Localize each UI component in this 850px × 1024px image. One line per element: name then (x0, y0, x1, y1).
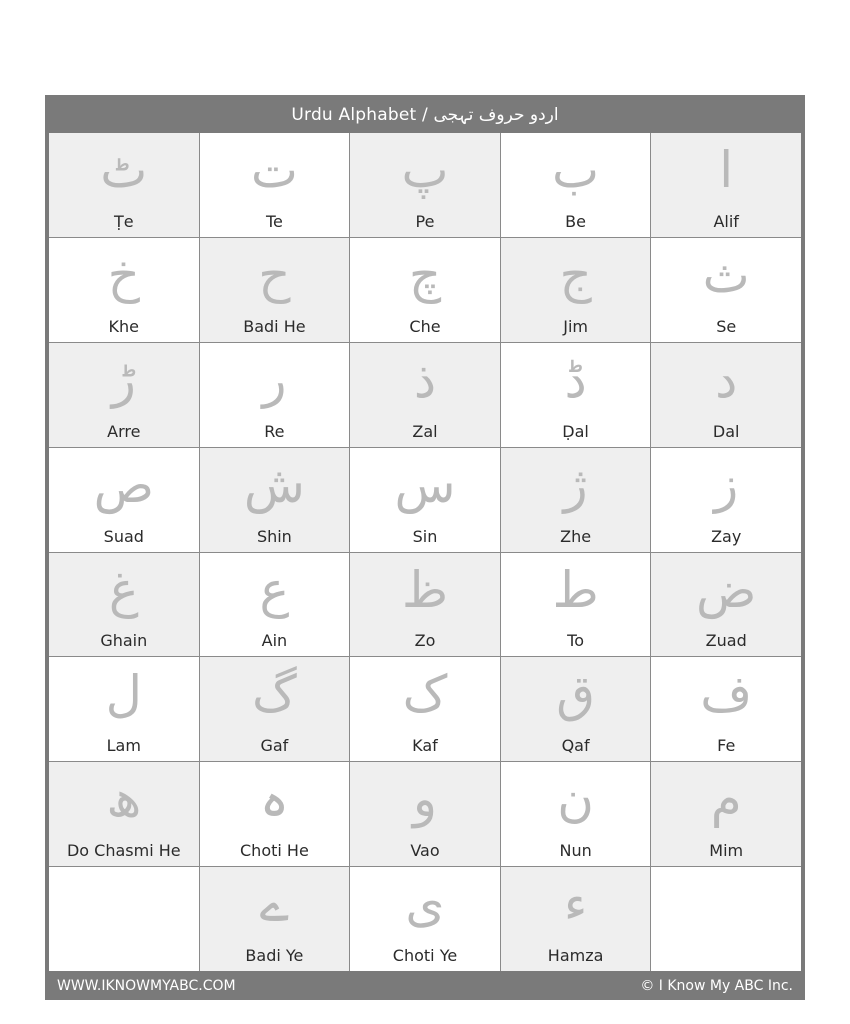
letter-name: Nun (559, 841, 592, 861)
letter-name: Be (565, 211, 586, 231)
letter-glyph: ط (552, 560, 599, 619)
letter-cell (200, 867, 350, 971)
letter-grid (49, 133, 801, 971)
letter-glyph: ح (258, 245, 291, 304)
letter-cell (49, 553, 199, 657)
letter-glyph: ف (700, 665, 753, 724)
letter-name: Badi He (243, 316, 306, 336)
letter-name: Ṭe (113, 211, 134, 231)
letter-glyph: ی (405, 875, 445, 934)
letter-cell (501, 867, 651, 971)
letter-cell (49, 343, 199, 447)
letter-name: Ḍal (562, 421, 589, 441)
chart-title: Urdu Alphabet / اردو حروف تہجی (291, 104, 559, 125)
letter-name: Re (264, 421, 285, 441)
alphabet-chart (45, 95, 805, 1000)
letter-cell (49, 657, 199, 761)
letter-name: Arre (107, 421, 141, 441)
letter-name: Badi Ye (245, 946, 304, 965)
letter-glyph: ت (250, 141, 298, 199)
letter-glyph: ج (559, 245, 592, 304)
letter-glyph: ھ (106, 770, 142, 829)
letter-glyph: خ (107, 245, 140, 304)
letter-glyph: ض (695, 560, 757, 619)
letter-cell (501, 762, 651, 866)
letter-cell (350, 133, 500, 237)
letter-glyph: ہ (259, 770, 290, 829)
letter-glyph: ر (262, 350, 287, 409)
letter-glyph: و (412, 770, 438, 829)
letter-name: Zal (412, 421, 438, 441)
letter-glyph: گ (252, 665, 297, 724)
letter-name: Shin (256, 526, 292, 546)
letter-glyph: ع (259, 560, 290, 619)
letter-name: Lam (106, 736, 141, 756)
letter-glyph: ڑ (111, 350, 136, 409)
letter-cell (350, 657, 500, 761)
letter-glyph: ث (702, 245, 750, 304)
copyright-notice: © I Know My ABC Inc. (640, 978, 793, 994)
letter-glyph: ژ (563, 455, 588, 514)
letter-cell (49, 762, 199, 866)
letter-glyph: ن (557, 770, 594, 829)
letter-cell (200, 553, 350, 657)
letter-name: Che (409, 316, 441, 336)
letter-name: Do Chasmi He (66, 841, 181, 861)
letter-cell (651, 553, 801, 657)
letter-cell (651, 448, 801, 552)
letter-glyph: ب (552, 141, 600, 199)
letter-cell (651, 657, 801, 761)
empty-cell (49, 867, 199, 971)
letter-name: Khe (108, 316, 140, 336)
letter-name: Fe (717, 736, 736, 756)
letter-cell (200, 448, 350, 552)
letter-name: Zhe (560, 526, 592, 546)
letter-cell (501, 343, 651, 447)
letter-cell (49, 448, 199, 552)
letter-glyph: ظ (401, 560, 449, 619)
letter-glyph: ٹ (100, 141, 148, 199)
letter-glyph: ے (259, 875, 290, 934)
letter-glyph: ک (402, 665, 448, 724)
letter-cell (200, 657, 350, 761)
letter-name: Te (265, 211, 283, 231)
letter-cell (49, 133, 199, 237)
letter-glyph: م (710, 770, 742, 829)
letter-cell (200, 762, 350, 866)
letter-glyph: ڈ (564, 350, 587, 409)
letter-name: Alif (713, 211, 739, 231)
letter-name: Zuad (705, 631, 747, 651)
letter-cell (200, 238, 350, 342)
letter-name: Dal (712, 421, 740, 441)
letter-name: Zo (414, 631, 436, 651)
letter-name: Mim (709, 841, 744, 861)
letter-glyph: غ (108, 560, 139, 619)
letter-name: Suad (103, 526, 144, 546)
letter-cell (501, 238, 651, 342)
letter-cell (651, 343, 801, 447)
letter-cell (350, 553, 500, 657)
letter-name: Choti He (240, 841, 309, 861)
letter-cell (501, 657, 651, 761)
letter-cell (350, 238, 500, 342)
letter-cell (651, 238, 801, 342)
letter-name: Pe (415, 211, 435, 231)
letter-glyph: ل (105, 665, 142, 724)
letter-glyph: د (715, 350, 738, 409)
letter-cell (501, 553, 651, 657)
letter-name: Ain (261, 631, 288, 651)
letter-cell (350, 867, 500, 971)
letter-glyph: پ (401, 141, 449, 199)
letter-glyph: ء (563, 875, 588, 934)
letter-cell (501, 133, 651, 237)
letter-cell (350, 343, 500, 447)
website-url: WWW.IKNOWMYABC.COM (57, 978, 236, 994)
letter-cell (501, 448, 651, 552)
letter-glyph: ذ (413, 350, 437, 409)
letter-name: Gaf (260, 736, 289, 756)
letter-name: Kaf (412, 736, 438, 756)
letter-glyph: چ (408, 245, 442, 304)
letter-cell (651, 133, 801, 237)
letter-name: Choti Ye (392, 946, 458, 965)
letter-cell (350, 762, 500, 866)
letter-cell (49, 238, 199, 342)
letter-glyph: ا (719, 141, 734, 199)
letter-name: Hamza (547, 946, 604, 965)
letter-cell (200, 343, 350, 447)
letter-name: Zay (711, 526, 742, 546)
letter-name: To (567, 631, 585, 651)
letter-glyph: ص (93, 455, 155, 514)
chart-footer (45, 973, 805, 1000)
letter-name: Qaf (561, 736, 590, 756)
letter-glyph: ش (243, 455, 305, 514)
empty-cell (651, 867, 801, 971)
letter-name: Vao (410, 841, 440, 861)
letter-name: Sin (412, 526, 438, 546)
letter-glyph: ق (556, 665, 595, 724)
letter-glyph: س (394, 455, 456, 514)
letter-name: Se (716, 316, 737, 336)
letter-name: Jim (563, 316, 588, 336)
letter-cell (350, 448, 500, 552)
letter-cell (651, 762, 801, 866)
letter-cell (200, 133, 350, 237)
letter-glyph: ز (714, 455, 739, 514)
letter-name: Ghain (100, 631, 148, 651)
